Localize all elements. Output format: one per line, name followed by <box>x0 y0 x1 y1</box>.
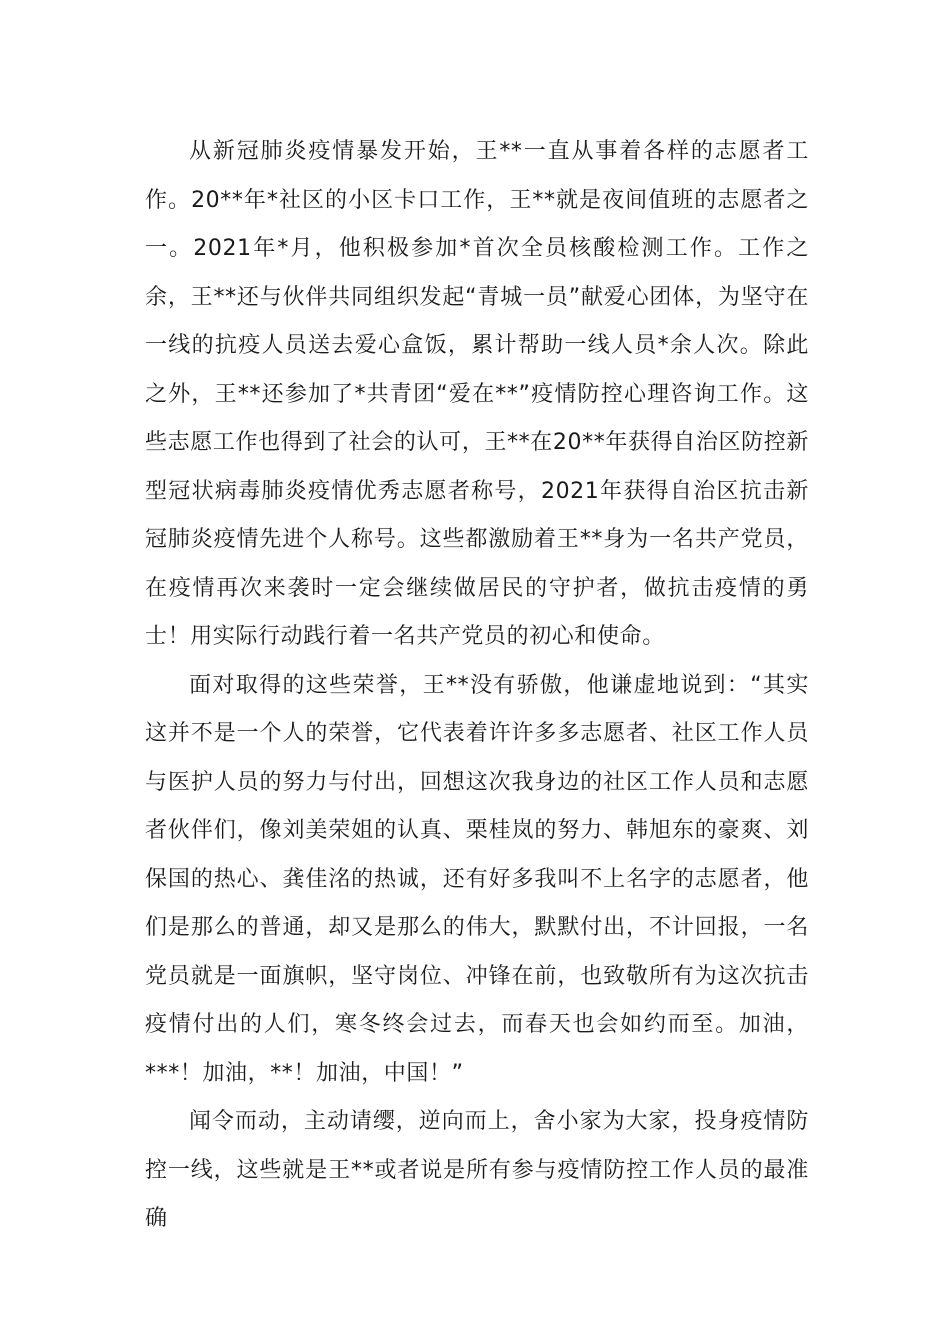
paragraph-volunteer-work: 从新冠肺炎疫情暴发开始，王**一直从事着各样的志愿者工作。20**年*社区的小区卡口工作，王**就是夜间值班的志愿者之一。2021年*月，他积极参加*首次全员核酸检测工作。工作之余，王**还与伙伴共同组织发起“青城一员”献爱心团体，为坚守在一线的抗疫人员送去爱心盒饭，累计帮助一线人员*余人次。除此之外，王**还参加了*共青团“爱在**”疫情防控心理咨询工作。这些志愿工作也得到了社会的认可，王**在20**年获得自治区防控新型冠状病毒肺炎疫情优秀志愿者称号，2021年获得自治区抗击新冠肺炎疫情先进个人称号。这些都激励着王**身为一名共产党员，在疫情再次来袭时一定会继续做居民的守护者，做抗击疫情的勇士！用实际行动践行着一名共产党员的初心和使命。 <box>145 139 809 649</box>
paragraph-honors-speech: 面对取得的这些荣誉，王**没有骄傲，他谦虚地说到：“其实这并不是一个人的荣誉，它代表着许许多多志愿者、社区工作人员与医护人员的努力与付出，回想这次我身边的社区工作人员和志愿者伙伴们，像刘美荣姐的认真、栗桂岚的努力、韩旭东的豪爽、刘保国的热心、龚佳洺的热诚，还有好多我叫不上名字的志愿者，他们是那么的普通，却又是那么的伟大，默默付出，不计回报，一名党员就是一面旗帜，坚守岗位、冲锋在前，也致敬所有为这次抗击疫情付出的人们，寒冬终会过去，而春天也会如约而至。加油，***！加油，**！加油，中国！” <box>145 672 809 1086</box>
document-body <box>145 128 809 1244</box>
paragraph-conclusion: 闻令而动，主动请缨，逆向而上，舍小家为大家，投身疫情防控一线，这些就是王**或者说是所有参与疫情防控工作人员的最准确 <box>145 1109 809 1231</box>
